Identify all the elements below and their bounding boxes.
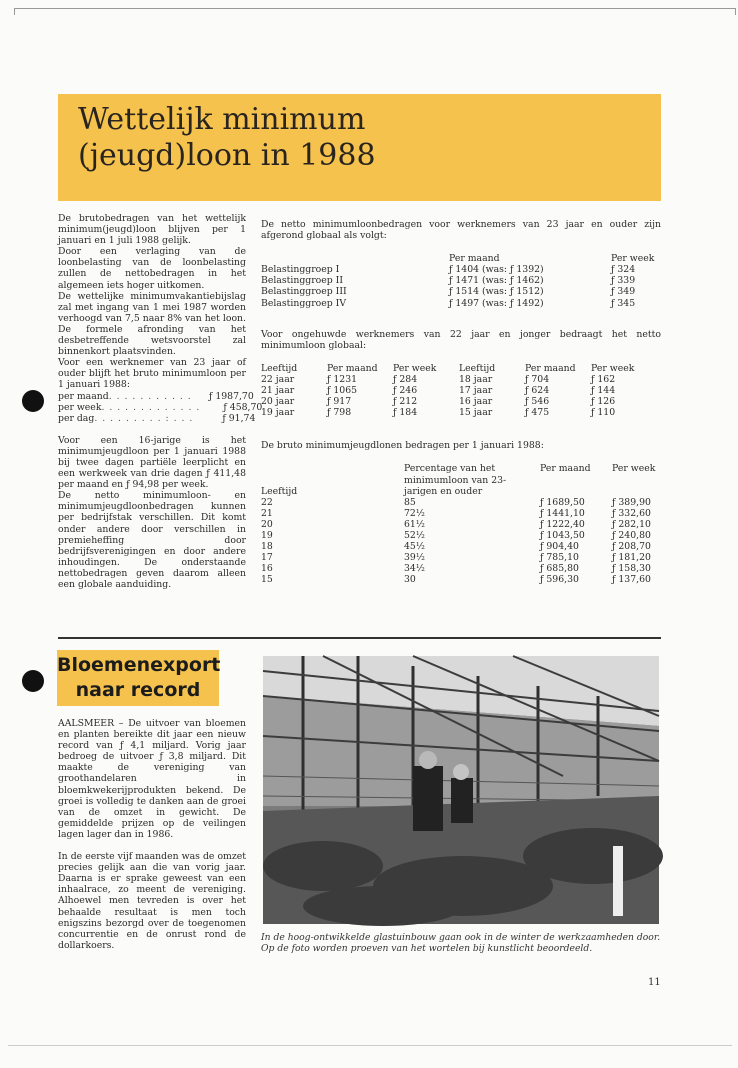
- paragraph: In de eerste vijf maanden was de omzet precies gelijk aan die van vorig jaar. Daarna is er sprake geweest van een inhaalrace, zo meent de vereniging. Alhoewel men tevreden is over het behaalde resultaat is men toch enigszins bezorgd over de toegenomen concurrentie en de onrust rond de dollarkoers.: [58, 851, 246, 951]
- paragraph: De netto minimumloon- en minimumjeugdloonbedragen kunnen per bedrijfstak verschillen. Dit komt onder andere door verschillen in premieheffing door bedrijfsverenigingen en door andere inhoudingen. De onderstaande nettobedragen geven daarom alleen een globale aanduiding.: [58, 490, 246, 590]
- table-header-row: Per maand Per week: [449, 253, 655, 265]
- intro-text: De netto minimumloonbedragen voor werknemers van 23 jaar en ouder zijn afgerond globaal als volgt:: [261, 219, 661, 242]
- table-row: Belastinggroep IV ƒ 1497 (was: ƒ 1492) ƒ 345: [261, 297, 636, 309]
- binder-hole: [22, 670, 44, 692]
- table-row: 16 34½ ƒ 685,80 ƒ 158,30: [261, 563, 651, 575]
- paragraph: Door een verlaging van de loonbelasting van de loonbelasting zullen de nettobedragen in het algemeen iets hoger uitkomen.: [58, 246, 246, 291]
- page-title-line2: (jeugd)loon in 1988: [78, 138, 376, 173]
- net-wage-table-youth: [261, 363, 661, 418]
- section-divider: [58, 637, 661, 639]
- amount-row: per week . . . . . . . . . . . . . ƒ 458,70: [58, 401, 263, 413]
- article-title-band: [57, 650, 219, 706]
- table-row: 18 45½ ƒ 904,40 ƒ 208,70: [261, 541, 651, 553]
- paragraph: De brutobedragen van het wettelijk minimum(jeugd)loon blijven per 1 januari en 1 juli 1988 gelijk.: [58, 213, 246, 247]
- table-row: 19 jaar ƒ 798 ƒ 184 15 jaar ƒ 475 ƒ 110: [261, 407, 616, 419]
- intro-text: De bruto minimumjeugdlonen bedragen per 1 januari 1988:: [261, 440, 544, 452]
- table-row: Belastinggroep II ƒ 1471 (was: ƒ 1462) ƒ 339: [261, 275, 636, 287]
- intro-text: Voor ongehuwde werknemers van 22 jaar en jonger bedraagt het netto minimumloon globaal:: [261, 328, 661, 351]
- greenhouse-photo: [263, 656, 659, 924]
- table-row: Belastinggroep III ƒ 1514 (was: ƒ 1512) ƒ 349: [261, 286, 636, 298]
- page-frame: [14, 8, 736, 15]
- article-body: [58, 718, 246, 951]
- net-wage-table-adults: [261, 253, 661, 308]
- amount-row: per dag . . . . . . . . . : . . . ƒ 91,74: [58, 412, 256, 424]
- page-title-line1: Wettelijk minimum: [78, 102, 366, 137]
- table-row: 17 39½ ƒ 785,10 ƒ 181,20: [261, 552, 651, 564]
- paragraph: De wettelijke minimumvakantiebijslag zal met ingang van 1 mei 1987 worden verhoogd van 7,5 naar 8% van het loon. De formele afronding van het desbetreffende wetsvoorstel zal binnenkort plaatsvinden.: [58, 290, 246, 358]
- binder-hole: [22, 390, 44, 412]
- table-row: 20 61½ ƒ 1222,40 ƒ 282,10: [261, 518, 651, 530]
- right-column: [261, 219, 661, 585]
- page-frame-bottom: [8, 1045, 732, 1046]
- page-number: 11: [648, 977, 661, 988]
- table-row: 19 52½ ƒ 1043,50 ƒ 240,80: [261, 529, 651, 541]
- photo-caption: In de hoog-ontwikkelde glastuinbouw gaan ook in de winter de werkzaamheden door. Op de foto worden proeven van het wortelen bij kunstlicht beoordeeld.: [261, 932, 661, 955]
- table-row: 21 72½ ƒ 1441,10 ƒ 332,60: [261, 507, 651, 519]
- amount-row: per maand . . . . . . . . . . . ƒ 1987,70: [58, 390, 254, 402]
- table-row: 20 jaar ƒ 917 ƒ 212 16 jaar ƒ 546 ƒ 126: [261, 396, 616, 408]
- table-row: Belastinggroep I ƒ 1404 (was: ƒ 1392) ƒ 324: [261, 264, 636, 276]
- table-header-row: Leeftijd Per maand Per week Leeftijd Per maand Per week: [261, 362, 635, 374]
- table-header-row: Leeftijd Percentage van het minimumloon van 23-jarigen en ouder Per maand Per week: [261, 463, 656, 497]
- table-row: 22 jaar ƒ 1231 ƒ 284 18 jaar ƒ 704 ƒ 162: [261, 373, 616, 385]
- table-row: 21 jaar ƒ 1065 ƒ 246 17 jaar ƒ 624 ƒ 144: [261, 385, 616, 397]
- page-title: [78, 102, 376, 174]
- left-column: [58, 213, 263, 590]
- paragraph: AALSMEER – De uitvoer van bloemen en planten bereikte dit jaar een nieuw record van ƒ 4,1 miljard. Vorig jaar bedroeg de uitvoer ƒ 3,8 miljard. Dit maakte de vereniging van groothandelaren in bloemkwekerijprodukten bekend. De groei is volledig te danken aan de groei van de omzet in gewicht. De gemiddelde prijzen op de veilingen lagen lager dan in 1986.: [58, 718, 246, 840]
- table-row: 15 30 ƒ 596,30 ƒ 137,60: [261, 574, 651, 586]
- paragraph: Voor een werknemer van 23 jaar of ouder blijft het bruto minimumloon per 1 januari 1988:: [58, 357, 246, 391]
- gross-youth-wage-table: [261, 463, 661, 585]
- article-title: Bloemenexport naar record: [57, 654, 221, 701]
- table-row: 22 85 ƒ 1689,50 ƒ 389,90: [261, 496, 651, 508]
- paragraph: Voor een 16-jarige is het minimumjeugdloon per 1 januari 1988 bij twee dagen partiële leerplicht en een werkweek van drie dagen ƒ 411,48 per maand en ƒ 94,98 per week.: [58, 434, 246, 491]
- title-band: [58, 94, 661, 201]
